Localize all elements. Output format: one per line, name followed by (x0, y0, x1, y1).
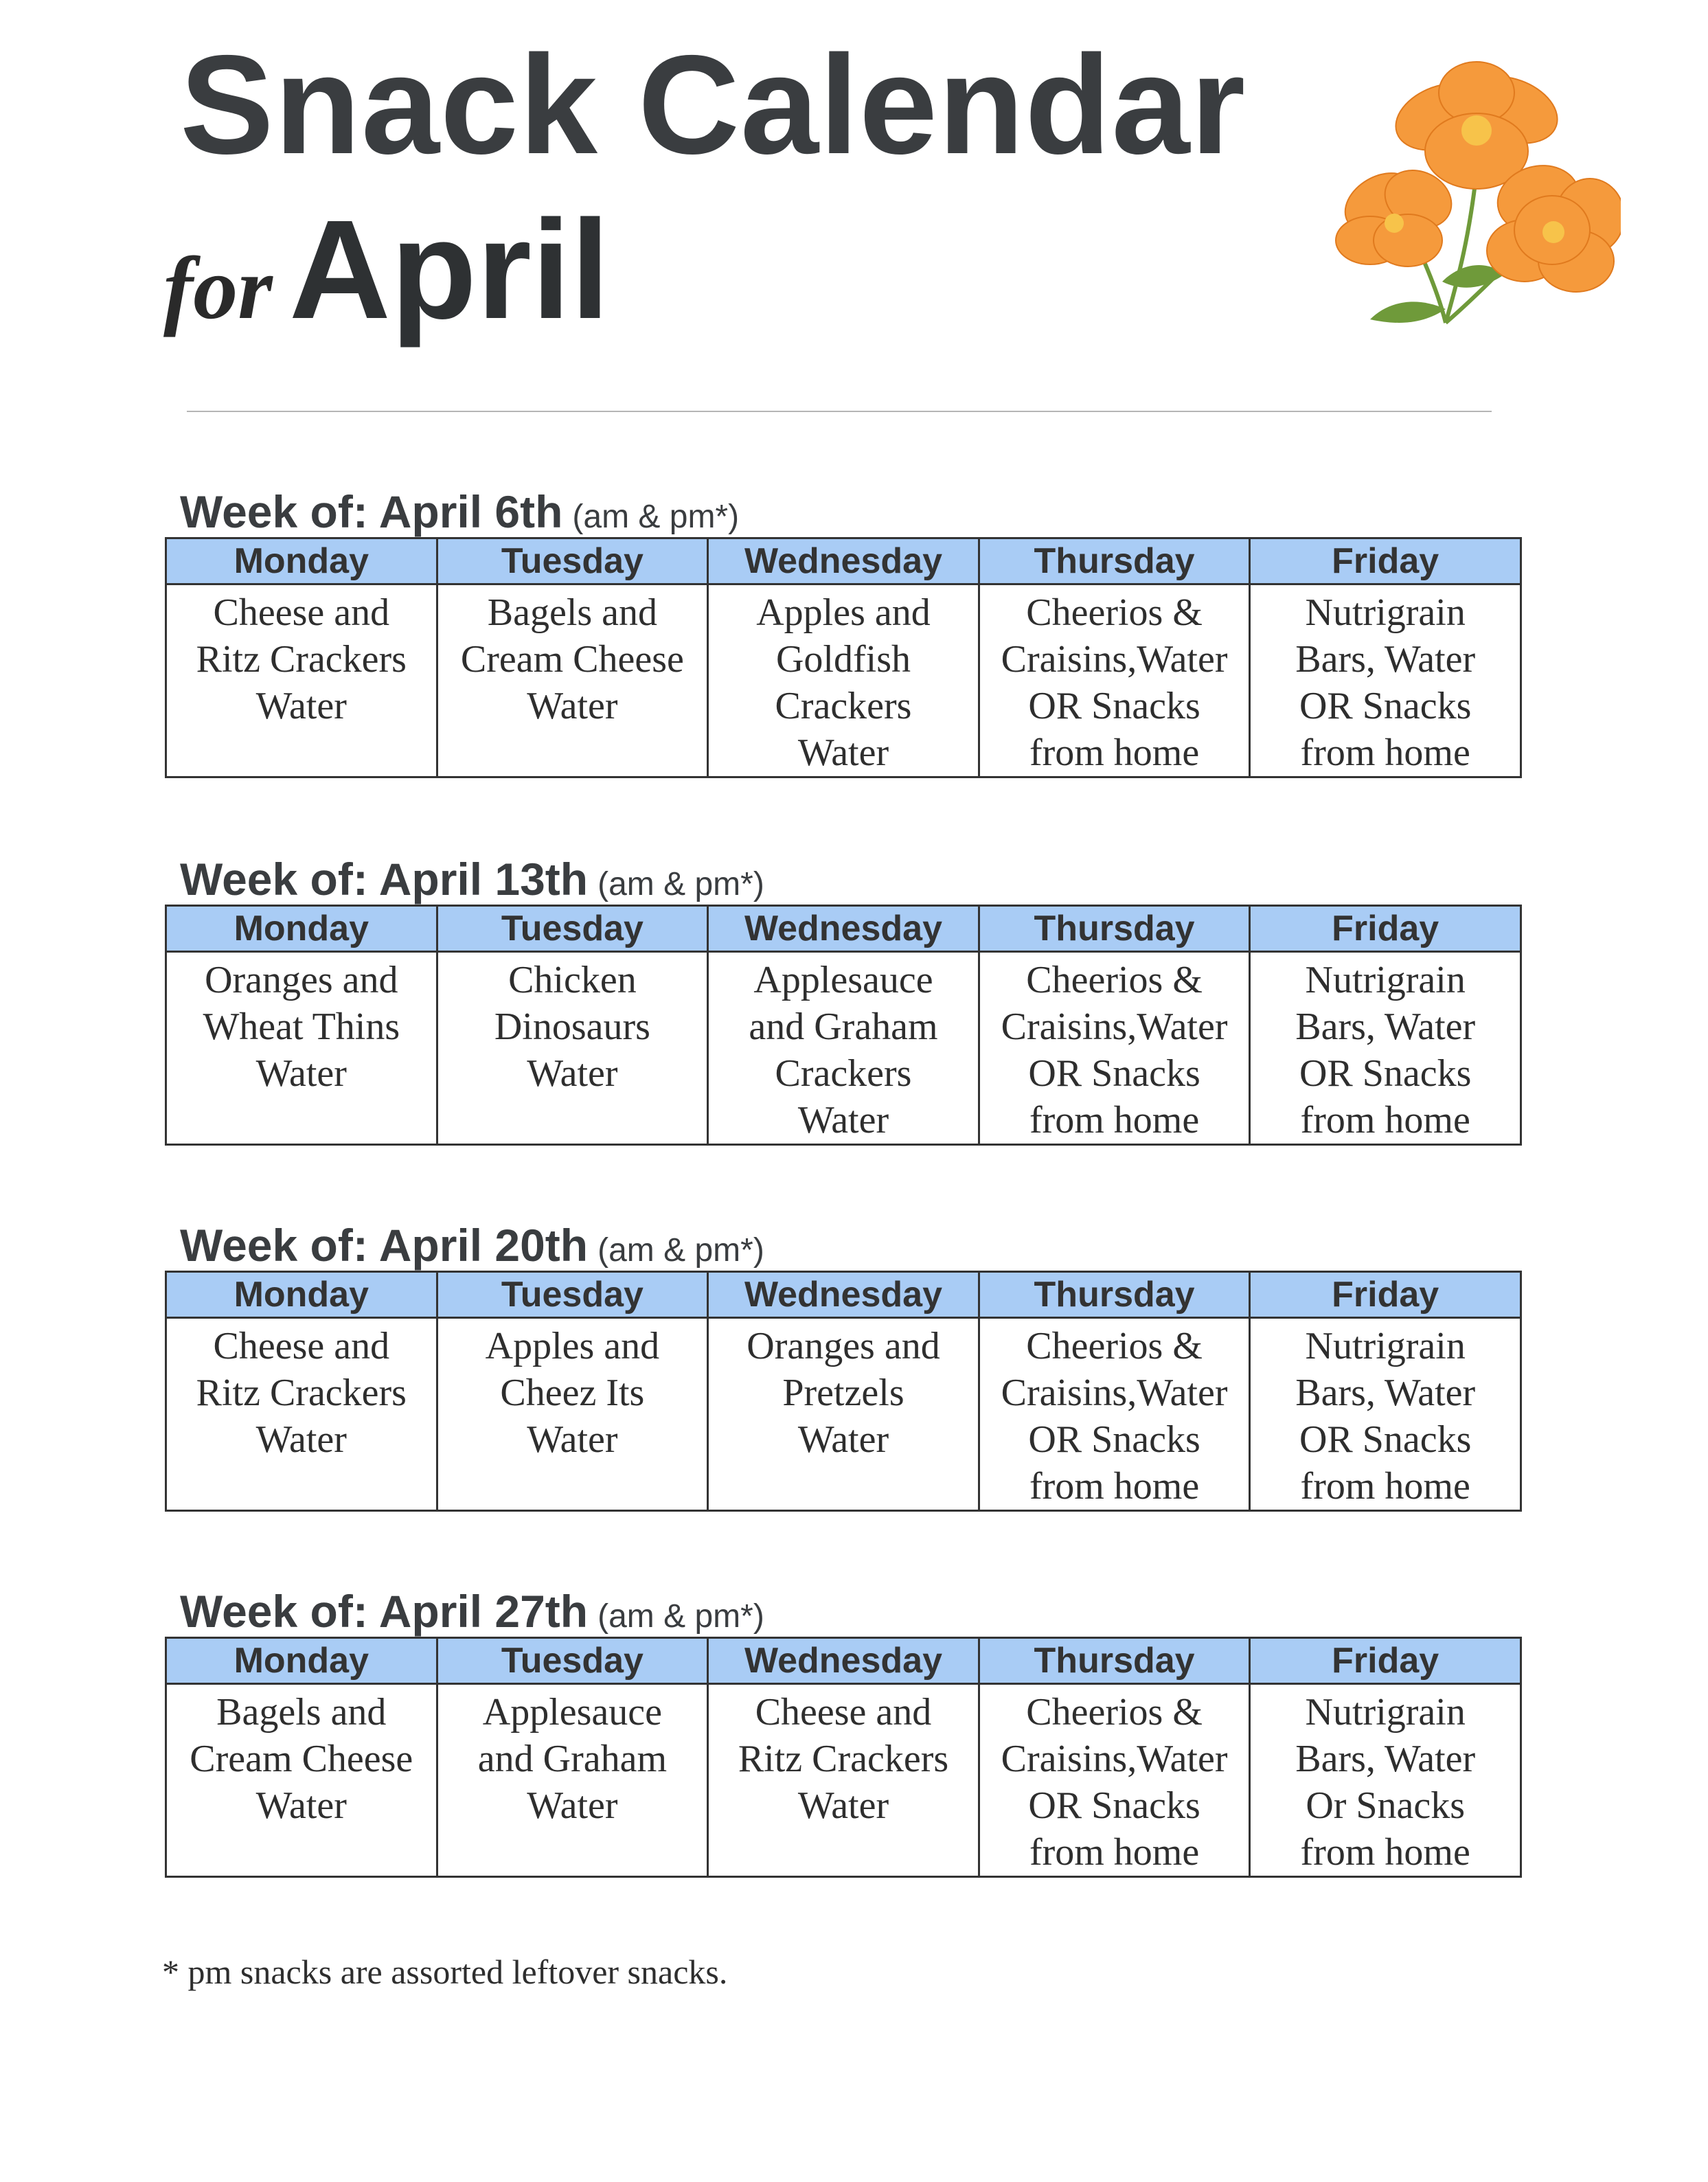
week-heading (180, 486, 740, 537)
day-header: Friday (1250, 1272, 1521, 1318)
snack-cell (708, 952, 979, 1145)
orange-poppy-flowers-icon (1305, 55, 1621, 330)
snack-cell (1250, 584, 1521, 777)
day-header-row (166, 1638, 1521, 1684)
week-table (165, 1271, 1522, 1512)
snack-line: Oranges and (205, 959, 398, 1001)
page-subtitle (163, 191, 610, 348)
snack-line: Cheerios & (1026, 1691, 1203, 1734)
snack-cell (437, 584, 708, 777)
snack-line: Cheese and (213, 1325, 390, 1367)
snack-line: Craisins,Water (1001, 1005, 1228, 1048)
day-header: Thursday (979, 1272, 1250, 1318)
snack-row (166, 584, 1521, 777)
day-header: Monday (166, 906, 437, 952)
week-heading (180, 854, 764, 905)
day-header: Thursday (979, 1638, 1250, 1684)
snack-line: Crackers (775, 1052, 912, 1095)
snack-line: from home (1300, 1465, 1470, 1508)
day-header-row (166, 1272, 1521, 1318)
snack-line: Water (255, 1784, 347, 1827)
snack-line: Cheese and (755, 1691, 932, 1734)
snack-line: Applesauce (482, 1691, 662, 1734)
snack-cell (979, 1318, 1250, 1511)
day-header: Wednesday (708, 1638, 979, 1684)
day-header: Thursday (979, 538, 1250, 584)
snack-line: OR Snacks (1299, 685, 1472, 727)
snack-line: Dinosaurs (494, 1005, 650, 1048)
snack-line: Pretzels (782, 1372, 904, 1414)
snack-line: Water (797, 1418, 889, 1461)
snack-line: and Graham (749, 1005, 938, 1048)
snack-cell (1250, 1684, 1521, 1877)
day-header: Monday (166, 1638, 437, 1684)
snack-line: OR Snacks (1299, 1418, 1472, 1461)
snack-row (166, 952, 1521, 1145)
snack-line: Cheerios & (1026, 959, 1203, 1001)
month-name: April (288, 191, 610, 348)
snack-line: Cheerios & (1026, 591, 1203, 634)
day-header-row (166, 538, 1521, 584)
snack-line: Water (527, 685, 618, 727)
snack-line: Bars, Water (1295, 1738, 1476, 1780)
subtitle-prefix: for (163, 239, 273, 338)
week-table (165, 537, 1522, 778)
week-note: (am & pm*) (597, 1598, 764, 1635)
week-table (165, 905, 1522, 1146)
snack-cell (708, 584, 979, 777)
week-table (165, 1637, 1522, 1878)
snack-line: Ritz Crackers (196, 638, 407, 681)
snack-cell (166, 952, 437, 1145)
snack-cell (1250, 952, 1521, 1145)
day-header: Tuesday (437, 906, 708, 952)
day-header: Monday (166, 538, 437, 584)
snack-line: Craisins,Water (1001, 1738, 1228, 1780)
snack-cell (979, 584, 1250, 777)
snack-cell (708, 1318, 979, 1511)
divider (187, 411, 1492, 412)
snack-line: from home (1300, 1099, 1470, 1141)
snack-line: Nutrigrain (1305, 591, 1466, 634)
snack-line: from home (1300, 731, 1470, 774)
snack-line: Water (255, 685, 347, 727)
snack-line: Bagels and (216, 1691, 387, 1734)
snack-line: Cheez Its (500, 1372, 645, 1414)
snack-line: Or Snacks (1306, 1784, 1466, 1827)
snack-line: Bars, Water (1295, 1005, 1476, 1048)
page-title: Snack Calendar (180, 26, 1246, 183)
day-header: Monday (166, 1272, 437, 1318)
snack-line: Craisins,Water (1001, 638, 1228, 681)
snack-line: Water (797, 1099, 889, 1141)
snack-line: Water (255, 1418, 347, 1461)
snack-line: Applesauce (753, 959, 933, 1001)
snack-line: Water (797, 1784, 889, 1827)
day-header: Wednesday (708, 906, 979, 952)
snack-line: Water (527, 1052, 618, 1095)
snack-row (166, 1318, 1521, 1511)
snack-line: OR Snacks (1028, 1784, 1200, 1827)
week-note: (am & pm*) (572, 499, 740, 535)
snack-line: Water (255, 1052, 347, 1095)
snack-cell (437, 1318, 708, 1511)
snack-cell (166, 584, 437, 777)
snack-line: OR Snacks (1028, 685, 1200, 727)
snack-cell (166, 1318, 437, 1511)
snack-line: from home (1029, 1099, 1200, 1141)
snack-line: from home (1029, 1465, 1200, 1508)
footnote: * pm snacks are assorted leftover snacks. (162, 1953, 728, 1991)
day-header: Wednesday (708, 538, 979, 584)
week-heading (180, 1220, 764, 1271)
snack-line: Cream Cheese (190, 1738, 413, 1780)
snack-line: OR Snacks (1299, 1052, 1472, 1095)
snack-line: from home (1300, 1831, 1470, 1874)
snack-line: Bars, Water (1295, 638, 1476, 681)
snack-line: Apples and (756, 591, 931, 634)
snack-line: Water (797, 731, 889, 774)
week-label: Week of: April 6th (180, 486, 563, 537)
snack-row (166, 1684, 1521, 1877)
week-label: Week of: April 27th (180, 1586, 589, 1637)
week-note: (am & pm*) (597, 1232, 764, 1269)
day-header: Friday (1250, 1638, 1521, 1684)
snack-cell (437, 952, 708, 1145)
snack-line: from home (1029, 731, 1200, 774)
snack-line: Cheese and (213, 591, 390, 634)
snack-line: Water (527, 1418, 618, 1461)
snack-line: Nutrigrain (1305, 959, 1466, 1001)
snack-cell (979, 952, 1250, 1145)
day-header: Tuesday (437, 1638, 708, 1684)
day-header-row (166, 906, 1521, 952)
week-heading (180, 1586, 764, 1637)
snack-line: Chicken (508, 959, 637, 1001)
snack-line: Bars, Water (1295, 1372, 1476, 1414)
day-header: Tuesday (437, 538, 708, 584)
snack-cell (708, 1684, 979, 1877)
day-header: Wednesday (708, 1272, 979, 1318)
snack-line: Oranges and (747, 1325, 940, 1367)
snack-line: and Graham (477, 1738, 667, 1780)
snack-line: OR Snacks (1028, 1052, 1200, 1095)
snack-cell (437, 1684, 708, 1877)
snack-line: from home (1029, 1831, 1200, 1874)
snack-line: Goldfish (775, 638, 911, 681)
week-label: Week of: April 20th (180, 1220, 589, 1271)
snack-line: Cream Cheese (460, 638, 684, 681)
week-label: Week of: April 13th (180, 854, 589, 905)
week-note: (am & pm*) (597, 866, 764, 902)
snack-line: Crackers (775, 685, 912, 727)
snack-line: Apples and (485, 1325, 660, 1367)
snack-line: Bagels and (487, 591, 658, 634)
day-header: Tuesday (437, 1272, 708, 1318)
snack-line: Craisins,Water (1001, 1372, 1228, 1414)
snack-line: Cheerios & (1026, 1325, 1203, 1367)
snack-line: Nutrigrain (1305, 1691, 1466, 1734)
snack-line: OR Snacks (1028, 1418, 1200, 1461)
snack-line: Wheat Thins (203, 1005, 400, 1048)
snack-cell (979, 1684, 1250, 1877)
day-header: Thursday (979, 906, 1250, 952)
day-header: Friday (1250, 906, 1521, 952)
snack-line: Ritz Crackers (196, 1372, 407, 1414)
day-header: Friday (1250, 538, 1521, 584)
snack-cell (166, 1684, 437, 1877)
snack-cell (1250, 1318, 1521, 1511)
snack-line: Water (527, 1784, 618, 1827)
snack-line: Nutrigrain (1305, 1325, 1466, 1367)
snack-line: Ritz Crackers (738, 1738, 949, 1780)
